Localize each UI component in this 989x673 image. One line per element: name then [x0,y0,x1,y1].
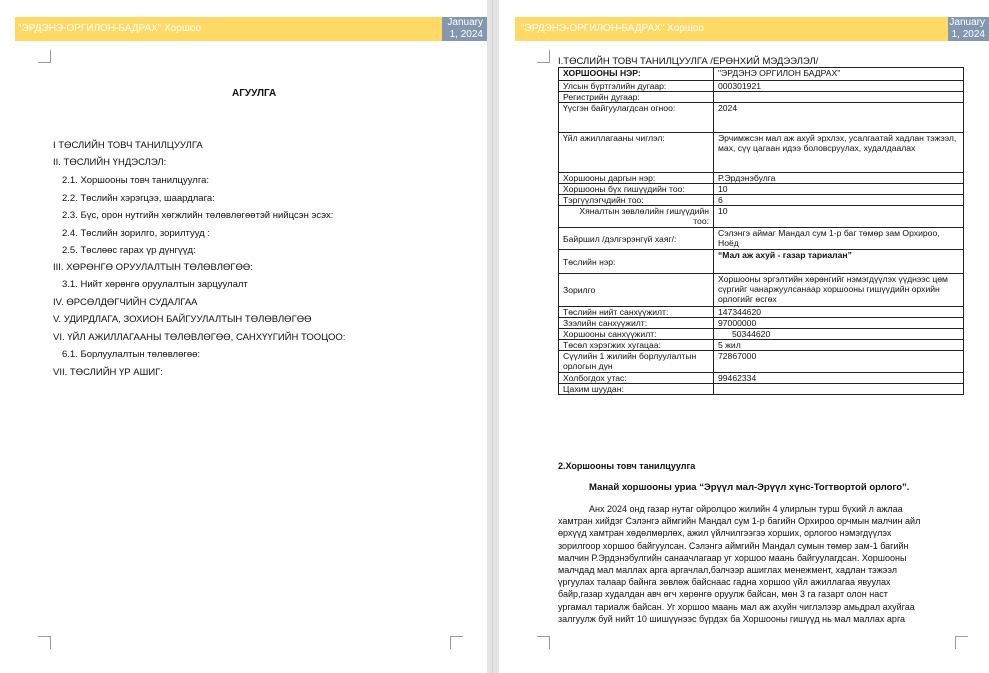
table-cell-value: 5 жил [714,340,964,351]
table-cell-value: 147344620 [714,307,964,318]
table-row [559,307,964,318]
table-cell-value: 99462334 [714,373,964,384]
toc-item: IV. ӨРСӨЛДӨГЧИЙН СУДАЛГАА [53,297,198,308]
table-cell-value: 10 [714,184,964,195]
intro-paragraph [558,503,966,625]
toc-item: 2.1. Хоршооны товч танилцуулга: [62,175,209,186]
page-gutter [487,0,499,673]
table-cell-value [714,92,964,103]
crop-mark-top-left [537,50,550,63]
toc-item: 3.1. Нийт хөрөнгө оруулалтын зарцуулалт [62,279,248,290]
paragraph-line: зорилгоор хоршоо байгуулсан. Сэлэнгэ аймгийн Мандал сумын төмөр зам-1 багийн [558,540,909,551]
table-cell-label: Улсын бүртгэлийн дугаар: [559,81,714,92]
table-row [559,195,964,206]
table-row [559,329,964,340]
paragraph-line: өрхүүд хамтран хөдөлмөрлөх, ажил үйлчилгээгээ хорших, орлогоо нэмэгдүүлэх [558,528,892,539]
table-cell-label: Хоршооны бүх гишүүдийн тоо: [559,184,714,195]
table-row [559,384,964,395]
crop-mark-bottom-left [537,636,550,649]
document-page-left [0,0,487,673]
toc-item: 6.1. Борлуулалтын төлөвлөгөө: [62,349,201,360]
table-cell-label: Байршил /дэлгэрэнгүй хаяг/: [559,228,714,250]
table-cell-label: Цахим шуудан: [559,384,714,395]
table-cell-value: 000301921 [714,81,964,92]
table-cell-label: Хяналтын зөвлөлийн гишүүдийн тоо: [559,206,714,228]
table-row [559,318,964,329]
paragraph-line: Анх 2024 онд газар нутаг ойролцоо жилийн 4 улирлын турш бүхий л ажлаа [589,504,903,514]
table-row [559,92,964,103]
table-row [559,173,964,184]
paragraph-line: малчдад мал маллах арга аргачлал,бэлчээр ашиглах менежмент, хадлан тэжээл [558,565,898,576]
table-cell-value [714,384,964,395]
table-cell-label: Үйл ажиллагааны чиглэл: [559,133,714,173]
table-cell-value: Эрчимжсэн мал аж ахуй эрхлэх, усалгаатай хадлан тэжээл, мах, сүү цагаан идээ боловсруулах, худалдаалах [714,133,964,173]
table-cell-value: Хоршооны эргэлтийн хөрөнгийг нэмэгдүүлэх үүднээс цөм сүргийг чанаржуулсанаар хоршооны гишүүдийн орхийн орлогийг өсгөх [714,274,964,307]
table-cell-label: Зорилго [559,274,714,307]
table-cell-label: Төсөл хэрэгжих хугацаа: [559,340,714,351]
toc-item: 2.2. Төслийн хэрэгцээ, шаардлага: [62,193,215,204]
table-cell-label: ХОРШООНЫ НЭР: [559,68,714,81]
table-row [559,103,964,133]
toc-item: 2.5. Төслөөс гарах үр дүнгүүд: [62,245,196,256]
table-cell-label: Сүүлийн 1 жилийн борлуулалтын орлогын дүн [559,351,714,373]
header-date: January 1, 2024 [948,17,989,41]
paragraph-line: үргуулах талаар байнга зөвлөж байснаас гадна хоршоо үйл ажиллагаа явуулах [558,577,891,588]
table-row [559,340,964,351]
crop-mark-bottom-left [38,636,51,649]
table-cell-label: Төслийн нийт санхүүжилт: [559,307,714,318]
table-cell-label: Хоршооны санхүүжилт: [559,329,714,340]
table-row [559,373,964,384]
motto: Манай хоршооны уриа “Эрүүл мал-Эрүүл хүнс-Тогтвортой орлого”. [589,482,910,493]
table-cell-value: 10 [714,206,964,228]
table-cell-value: "ЭРДЭНЭ ОРГИЛОН БАДРАХ" [714,68,964,81]
table-cell-label: Регистрийн дугаар: [559,92,714,103]
crop-mark-top-left [38,50,51,63]
table-row [559,228,964,250]
crop-mark-bottom-right [450,636,463,649]
table-cell-value: Р.Эрдэнэбулга [714,173,964,184]
table-cell-label: Холбогдох утас: [559,373,714,384]
toc-item: III. ХӨРӨНГӨ ОРУУЛАЛТЫН ТӨЛӨВЛӨГӨӨ: [53,262,253,273]
table-cell-value: 50344620 [714,329,964,340]
paragraph-line: залгуулж буй нийт 10 шишүүнээс бүрдэх ба Хоршооны гишүүд нь мал маллах арга [558,613,906,624]
table-cell-value: 6 [714,195,964,206]
paragraph-line: ургамал тариалж байсан. Уг хоршоо маань мал аж ахуйн чиглэлээр амьдрал ахуйгаа [558,601,915,612]
crop-mark-bottom-right [955,636,968,649]
header-company-name: "ЭРДЭНЭ-ОРГИЛОН-БАДРАХ" Хоршоо [521,23,704,34]
table-row [559,81,964,92]
table-row [559,133,964,173]
table-cell-label: Төслийн нэр: [559,250,714,274]
toc-item: 2.4. Төслийн зорилго, зорилтууд : [62,228,210,239]
document-page-right [499,0,989,673]
toc-item: V. УДИРДЛАГА, ЗОХИОН БАЙГУУЛАЛТЫН ТӨЛӨВЛӨГӨӨ [53,314,312,325]
paragraph-line: хамтран хийдэг Сэлэнгэ аймгийн Мандал сум 1-р багийн Орхироо орчмын малчин айл [558,516,921,527]
toc-title: АГУУЛГА [232,88,277,99]
toc-item: II. ТӨСЛИЙН ҮНДЭСЛЭЛ: [53,157,167,168]
header-company-name: "ЭРДЭНЭ-ОРГИЛОН-БАДРАХ" Хоршоо [18,23,201,34]
toc-item: 2.3. Бүс, орон нутгийн хөгжлийн төлөвлөгөөтэй нийцсэн эсэх: [62,210,334,221]
table-row [559,206,964,228]
table-cell-value: 2024 [714,103,964,133]
table-cell-label: Зээлийн санхүүжилт: [559,318,714,329]
table-row [559,274,964,307]
table-cell-value: 72867000 [714,351,964,373]
table-row [559,250,964,274]
table-row [559,68,964,81]
table-cell-label: Үүсгэн байгуулагдсан огноо: [559,103,714,133]
toc-item: VII. ТӨСЛИЙН ҮР АШИГ: [53,367,163,378]
table-cell-label: Хоршооны даргын нэр: [559,173,714,184]
table-cell-label: Тэргүүлэгчдийн тоо: [559,195,714,206]
gutter-divider [492,0,493,673]
table-cell-value: “Мал аж ахуй - газар тариалан” [714,250,964,274]
table-cell-value: Сэлэнгэ аймаг Мандал сум 1-р баг төмөр зам Орхироо, Ноёд [714,228,964,250]
toc-item: VI. ҮЙЛ АЖИЛЛАГААНЫ ТӨЛӨВЛӨГӨӨ, САНХҮҮГИЙН ТООЦОО: [53,332,346,343]
toc-item: I ТӨСЛИЙН ТОВЧ ТАНИЛЦУУЛГА [53,140,203,151]
section-title: I.ТӨСЛИЙН ТОВЧ ТАНИЛЦУУЛГА /ЕРӨНХИЙ МЭДЭЭЛЭЛ/ [558,56,819,67]
header-date: January 1, 2024 [442,17,487,41]
table-cell-value: 97000000 [714,318,964,329]
table-row [559,184,964,195]
paragraph-line: малчин Р.Эрдэнэбулгийн санаачлагаар уг хоршоо маань байгуулагдсан. Хоршооны [558,552,907,563]
subheading: 2.Хоршооны товч танилцуулга [558,461,696,471]
table-row [559,351,964,373]
paragraph-line: байр,газар худалдан авч өгч хөрөнгө оруулж байсан, мөн 3 га газарт олон наст [558,589,888,600]
project-info-table [558,67,964,395]
